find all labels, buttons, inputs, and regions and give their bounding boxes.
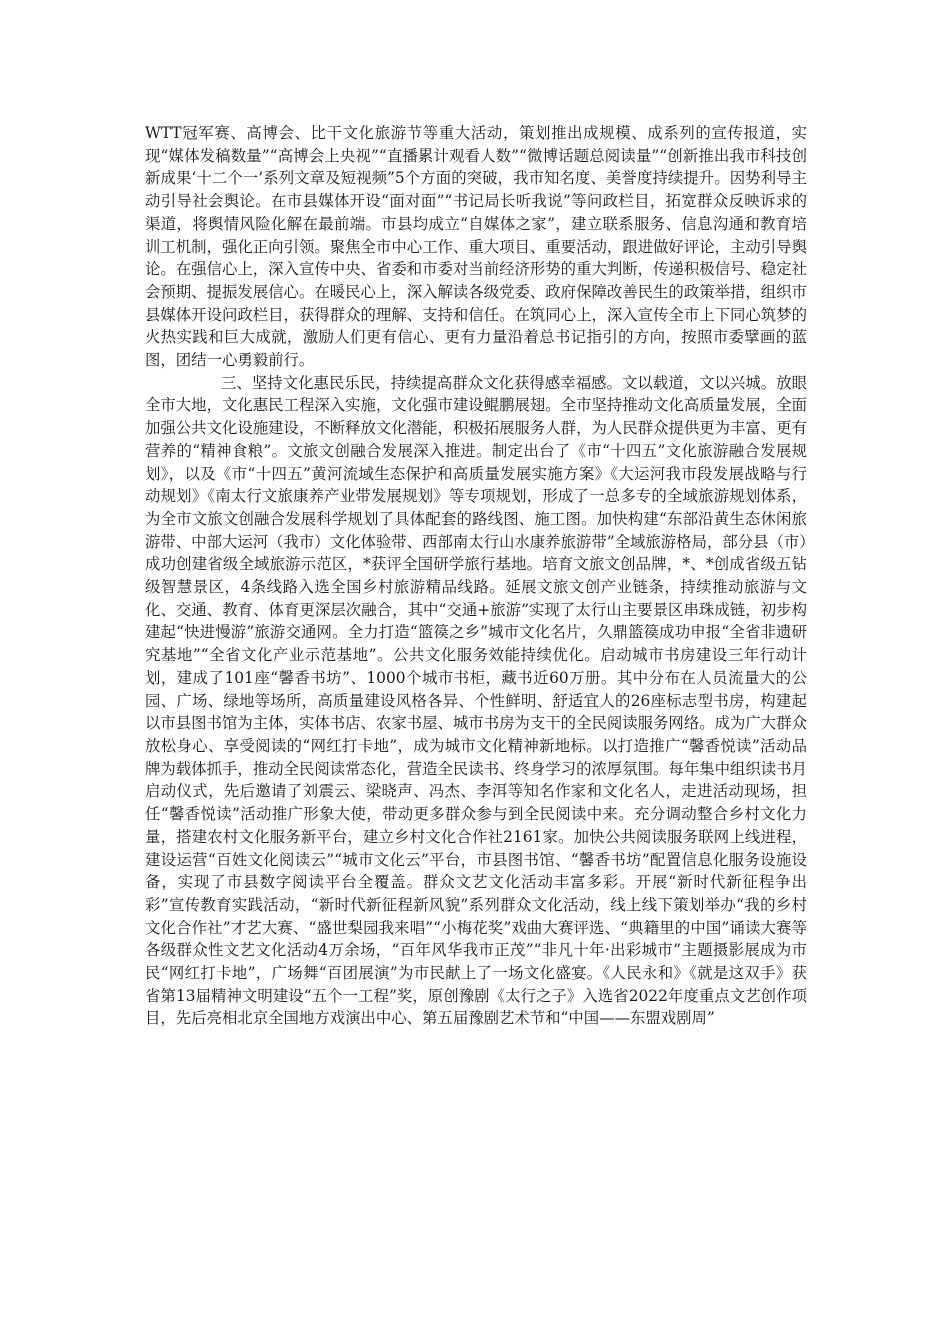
paragraph-cultural-benefit: 三、坚持文化惠民乐民，持续提高群众文化获得感幸福感。文以载道，文以兴城。放眼全市大地，文化惠民工程深入实施，文化强市建设鲲鹏展翅。全市坚持推动文化高质量发展，全面加强公共文化设施建设，不断释放文化潜能，积极拓展服务人群，为人民群众提供更为丰富、更有营养的“精神食粮”。文旅文创融合发展深入推进。制定出台了《市“十四五”文化旅游融合发展规划》，以及《市“十四五”黄河流域生态保护和高质量发展实施方案》《大运河我市段发展战略与行动规划》《南太行文旅康养产业带发展规划》等专项规划，形成了一总多专的全域旅游规划体系，为全市文旅文创融合发展科学规划了具体配套的路线图、施工图。加快构建“东部沿黄生态休闲旅游带、中部大运河（我市）文化体验带、西部南太行山水康养旅游带”全域旅游格局，部分县（市）成功创建省级全域旅游示范区，*获评全国研学旅行基地。培育文旅文创品牌，*、*创成省级五钻级智慧景区，4条线路入选全国乡村旅游精品线路。延展文旅文创产业链条，持续推动旅游与文化、交通、教育、体育更深层次融合，其中“交通+旅游”实现了太行山主要景区串珠成链，初步构建起“快进慢游”旅游交通网。全力打造“篮篌之乡”城市文化名片，久鼎篮篌成功申报“全省非遗研究基地”“全省文化产业示范基地”。公共文化服务效能持续优化。启动城市书房建设三年行动计划，建成了101座“馨香书坊”、1000个城市书柜，藏书近60万册。其中分布在人员流量大的公园、广场、绿地等场所，高质量建设风格各异、个性鲜明、舒适宜人的26座标志型书房，构建起以市县图书馆为主体，实体书店、农家书屋、城市书房为支干的全民阅读服务网络。成为广大群众放松身心、享受阅读的“网红打卡地”，成为城市文化精神新地标。以打造推广“馨香悦读”活动品牌为载体抓手，推动全民阅读常态化，营造全民读书、终身学习的浓厚氛围。每年集中组织读书月启动仪式，先后邀请了刘震云、梁晓声、冯杰、李洱等知名作家和文化名人，走进活动现场，担任“馨香悦读”活动推广形象大使，带动更多群众参与到全民阅读中来。充分调动整合乡村文化力量，搭建农村文化服务新平台，建立乡村文化合作社2161家。加快公共阅读服务联网上线进程，建设运营“百姓文化阅读云”“城市文化云”平台，市县图书馆、“馨香书坊”配置信息化服务设施设备，实现了市县数字阅读平台全覆盖。群众文艺文化活动丰富多彩。开展“新时代新征程争出彩”宣传教育实践活动，“新时代新征程新风貌”系列群众文化活动，线上线下策划举办“我的乡村文化合作社”才艺大赛、“盛世梨园我来唱”“小梅花奖”戏曲大赛评选、“典籍里的中国”诵读大赛等各级群众性文艺文化活动4万余场，“百年风华我市正茂”“非凡十年·出彩城市”主题摄影展成为市民“网红打卡地”，广场舞“百团展演”为市民献上了一场文化盛宴。《人民永和》《就是这双手》获省第13届精神文明建设“五个一工程”奖，原创豫剧《太行之子》入选省2022年度重点文艺创作项目，先后亮相北京全国地方戏演出中心、第五届豫剧艺术节和“中国——东盟戏剧周” bbox=[145, 373, 807, 1028]
document-body bbox=[145, 122, 807, 1030]
paragraph-media-publicity: WTT冠军赛、高博会、比干文化旅游节等重大活动，策划推出成规模、成系列的宣传报道，实现“媒体发稿数量”“高博会上央视”“直播累计观看人数”“微博话题总阅读量”“创新推出我市科技创新成果‘十二个一’系列文章及短视频”5个方面的突破，我市知名度、美誉度持续提升。因势利导主动引导社会舆论。在市县媒体开设“面对面”“书记局长听我说”等问政栏目，拓宽群众反映诉求的渠道，将舆情风险化解在最前端。市县均成立“自媒体之家”，建立联系服务、信息沟通和教育培训工机制，强化正向引领。聚焦全市中心工作、重大项目、重要活动，跟进做好评论，主动引导舆论。在强信心上，深入宣传中央、省委和市委对当前经济形势的重大判断，传递积极信号、稳定社会预期、提振发展信心。在暖民心上，深入解读各级党委、政府保障改善民生的政策举措，组织市县媒体开设问政栏目，获得群众的理解、支持和信任。在筑同心上，深入宣传全市上下同心筑梦的火热实践和巨大成就，激励人们更有信心、更有力量沿着总书记指引的方向，按照市委擘画的蓝图，团结一心勇毅前行。 bbox=[145, 124, 807, 370]
